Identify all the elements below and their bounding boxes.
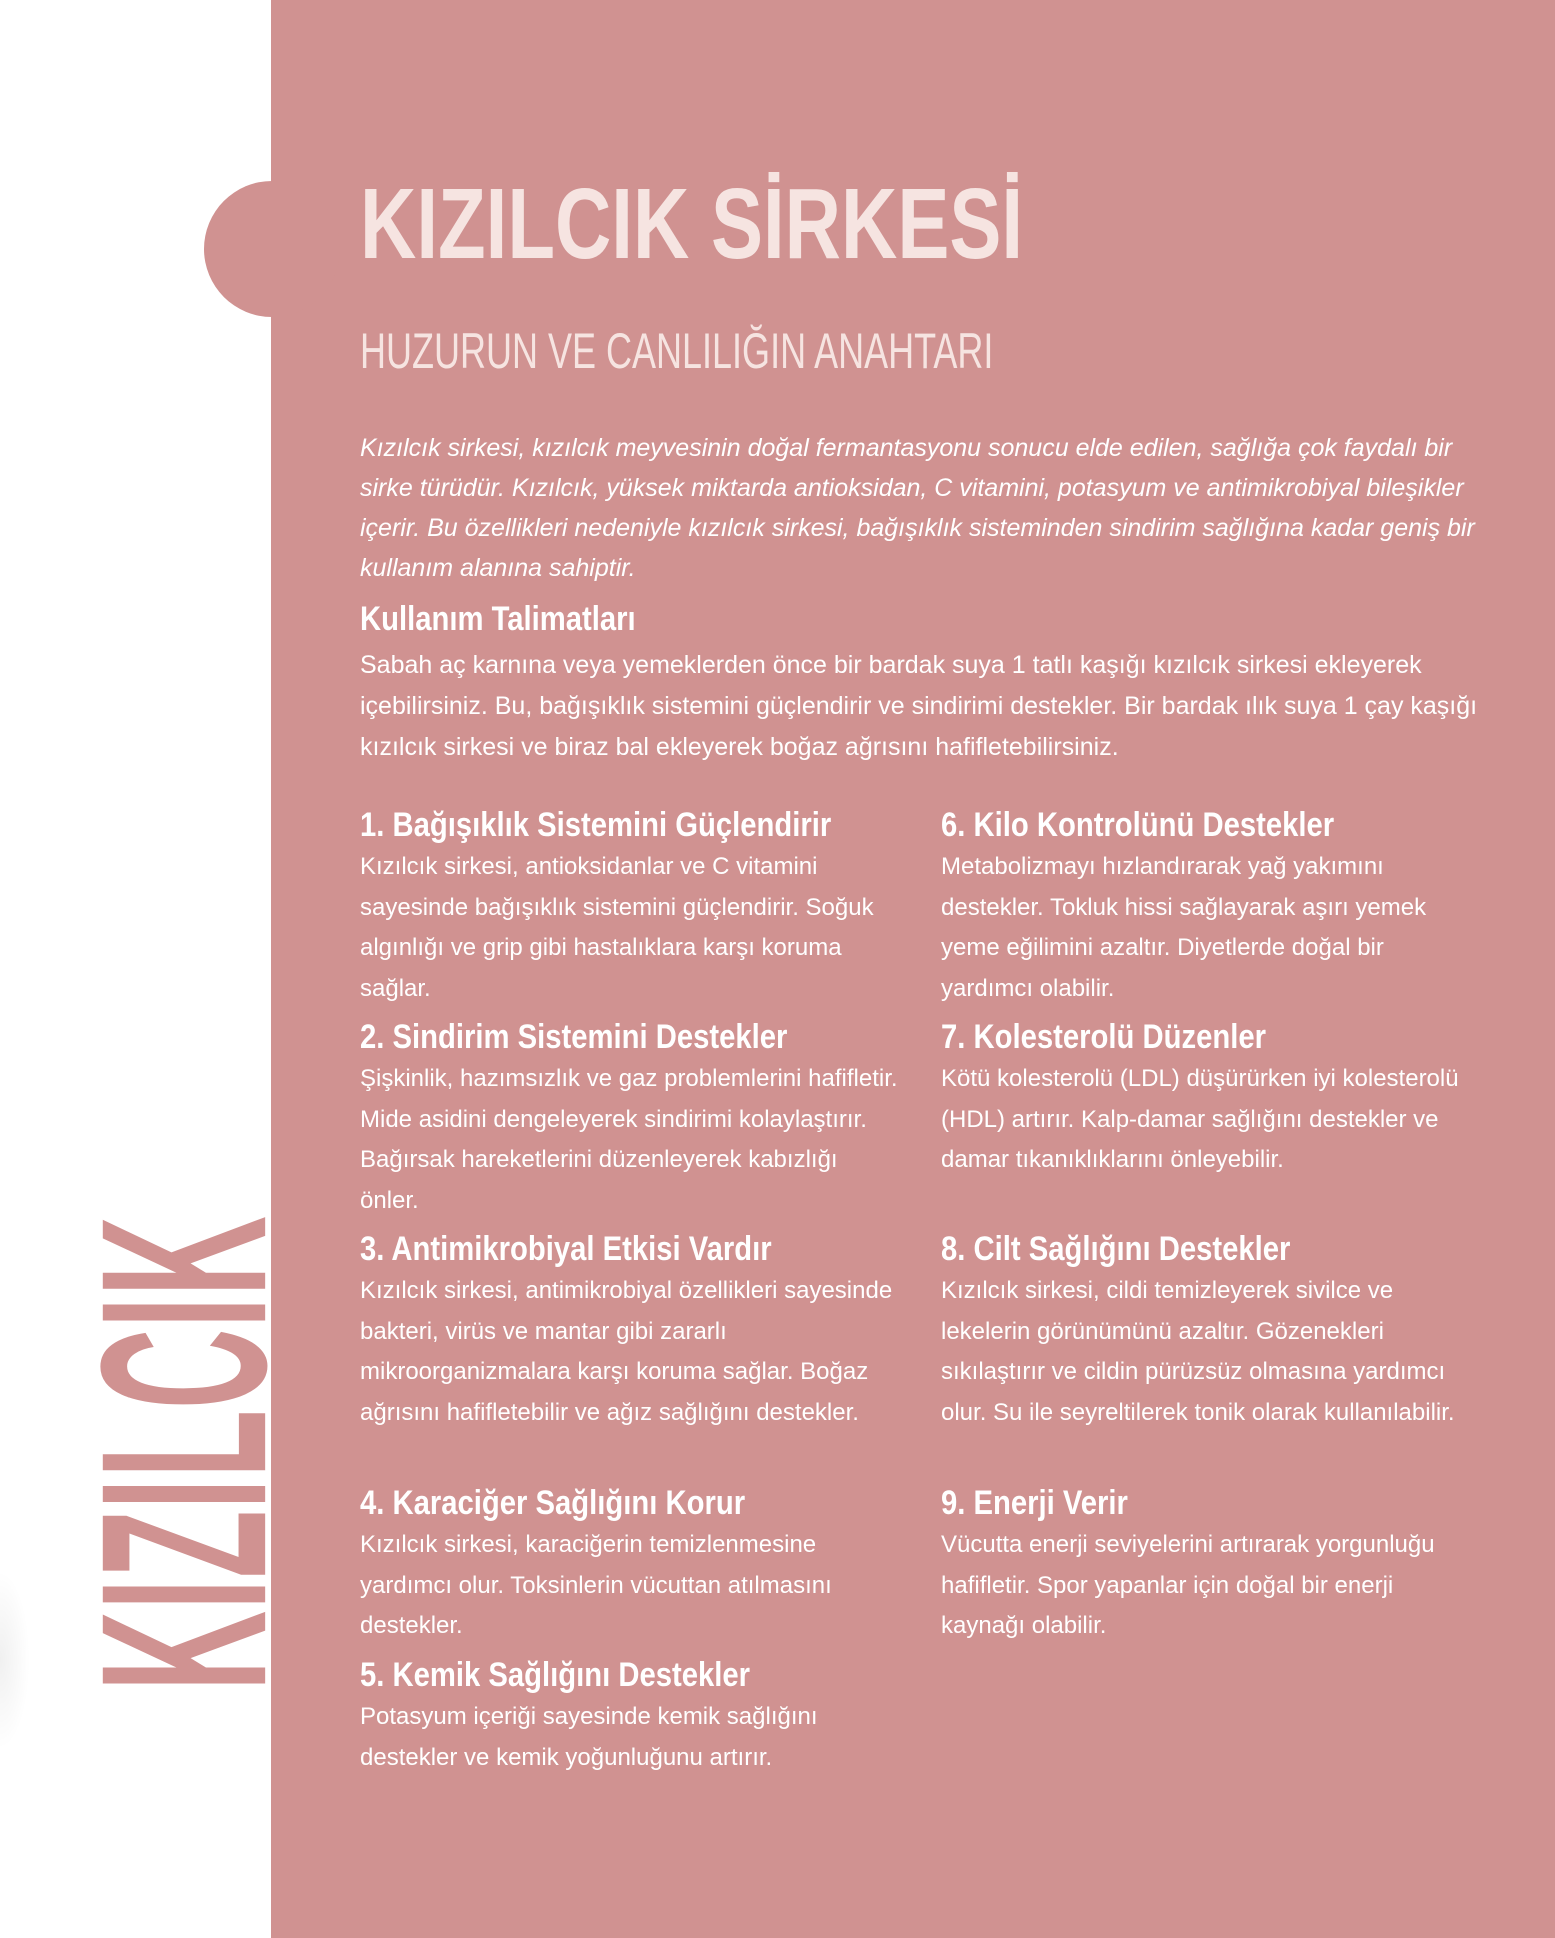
benefits-column-left [360, 803, 920, 1778]
benefit-text: Metabolizmayı hızlandırarak yağ yakımını destekler. Tokluk hissi sağlayarak aşırı yemek yeme eğilimini azaltır. Diyetlerde doğal bir yardımcı olabilir. [941, 853, 1427, 1002]
benefit-item [360, 1227, 920, 1481]
benefit-item [360, 1481, 920, 1653]
benefit-title: 7. Kolesterolü Düzenler [941, 1018, 1266, 1056]
benefit-text: Şişkinlik, hazımsızlık ve gaz problemlerini hafifletir. Mide asidini dengeleyerek sindirimi kolaylaştırır. Bağırsak hareketlerini düzenleyerek kabızlığı önler. [360, 1065, 898, 1214]
benefit-title: 3. Antimikrobiyal Etkisi Vardır [360, 1230, 772, 1268]
benefit-item [941, 1015, 1501, 1227]
benefit-text: Kızılcık sirkesi, cildi temizleyerek sivilce ve lekelerin görünümünü azaltır. Gözenekleri sıkılaştırır ve cildin pürüzsüz olmasına yardımcı olur. Su ile seyreltilerek tonik olarak kullanılabilir. [941, 1277, 1455, 1426]
benefit-text: Kızılcık sirkesi, antioksidanlar ve C vitamini sayesinde bağışıklık sistemini güçlendirir. Soğuk algınlığı ve grip gibi hastalıklara karşı koruma sağlar. [360, 853, 874, 1002]
benefit-text: Kızılcık sirkesi, antimikrobiyal özellikleri sayesinde bakteri, virüs ve mantar gibi zararlı mikroorganizmalara karşı koruma sağlar. Boğaz ağrısını hafifletebilir ve ağız sağlığını destekler. [360, 1277, 893, 1426]
benefit-title: 9. Enerji Verir [941, 1484, 1128, 1522]
benefit-title: 1. Bağışıklık Sistemini Güçlendirir [360, 806, 832, 844]
benefits-column-right [941, 803, 1501, 1647]
benefit-item [941, 803, 1501, 1015]
benefit-text: Potasyum içeriği sayesinde kemik sağlığını destekler ve kemik yoğunluğunu artırır. [360, 1703, 818, 1771]
page-subtitle: HUZURUN VE CANLILIĞIN ANAHTARI [360, 323, 994, 379]
benefit-item [941, 1481, 1501, 1647]
side-vertical-word [52, 1148, 317, 1758]
benefit-title: 2. Sindirim Sistemini Destekler [360, 1018, 788, 1056]
usage-heading: Kullanım Talimatları [360, 600, 636, 638]
intro-paragraph: Kızılcık sirkesi, kızılcık meyvesinin doğal fermantasyonu sonucu elde edilen, sağlığa çok faydalı bir sirke türüdür. Kızılcık, yüksek miktarda antioksidan, C vitamini, potasyum ve antimikrobiyal bileşikler içerir. Bu özellikleri nedeniyle kızılcık sirkesi, bağışıklık sisteminden sindirim sağlığına kadar geniş bir kullanım alanına sahiptir. [360, 434, 1475, 582]
page-edge-shadow [0, 1570, 30, 1750]
benefit-item [360, 1015, 920, 1227]
panel-tab-decoration [204, 181, 340, 317]
benefit-title: 8. Cilt Sağlığını Destekler [941, 1230, 1291, 1268]
benefit-title: 4. Karaciğer Sağlığını Korur [360, 1484, 746, 1522]
side-word-text: KIZILCIK [52, 1215, 317, 1691]
page-title: KIZILCIK SİRKESİ [360, 168, 1024, 280]
benefit-text: Kızılcık sirkesi, karaciğerin temizlenmesine yardımcı olur. Toksinlerin vücuttan atılmasını destekler. [360, 1531, 832, 1639]
benefit-text: Kötü kolesterolü (LDL) düşürürken iyi kolesterolü (HDL) artırır. Kalp-damar sağlığını destekler ve damar tıkanıklıklarını önleyebilir. [941, 1065, 1459, 1173]
benefit-text: Vücutta enerji seviyelerini artırarak yorgunluğu hafifletir. Spor yapanlar için doğal bir enerji kaynağı olabilir. [941, 1531, 1435, 1639]
benefit-title: 5. Kemik Sağlığını Destekler [360, 1656, 751, 1694]
benefit-title: 6. Kilo Kontrolünü Destekler [941, 806, 1335, 844]
benefit-item [360, 1653, 920, 1778]
benefit-item [360, 803, 920, 1015]
benefit-item [941, 1227, 1501, 1481]
usage-text: Sabah aç karnına veya yemeklerden önce bir bardak suya 1 tatlı kaşığı kızılcık sirkesi ekleyerek içebilirsiniz. Bu, bağışıklık sistemini güçlendirir ve sindirimi destekler. Bir bardak ılık suya 1 çay kaşığı kızılcık sirkesi ve biraz bal ekleyerek boğaz ağrısını hafifletebilirsiniz. [360, 651, 1478, 761]
